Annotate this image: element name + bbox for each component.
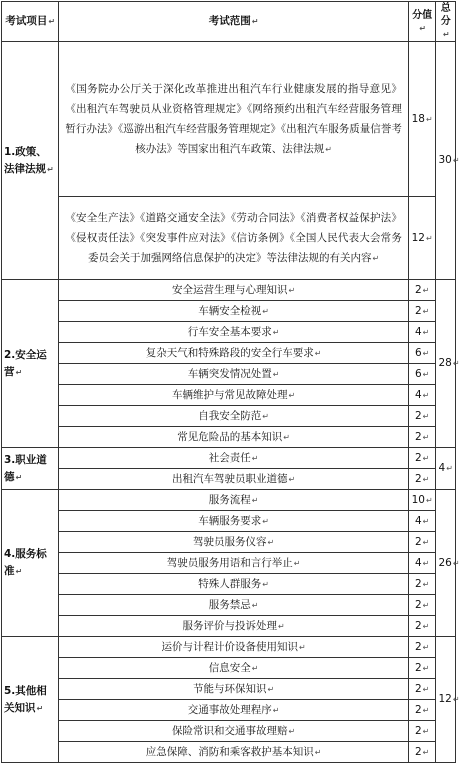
exam-scope-table bbox=[1, 1, 460, 763]
project-name: 2.安全运营 bbox=[4, 348, 47, 378]
scope-text: 服务评价与投诉处理 bbox=[182, 619, 277, 632]
score-cell: 2↵ bbox=[408, 700, 436, 721]
total-cell: 30↵ bbox=[436, 42, 456, 280]
scope-text: 车辆突发情况处置 bbox=[187, 367, 272, 380]
table-row bbox=[2, 637, 456, 658]
scope-cell: 出租汽车驾驶员职业道德↵ bbox=[59, 469, 408, 490]
total-value: 26 bbox=[438, 556, 452, 569]
scope-text: 驾驶员服务仪容 bbox=[193, 535, 267, 548]
table-row bbox=[2, 511, 456, 532]
table-row bbox=[2, 322, 456, 343]
scope-cell: 自我安全防范↵ bbox=[59, 406, 408, 427]
scope-text: 《安全生产法》《道路交通安全法》《劳动合同法》《消费者权益保护法》《侵权责任法》《突发事件应对法》《信访条例》《全国人民代表大会常务委员会关于加强网络信息保护的决定》等法律法规的有关内容 bbox=[65, 211, 402, 264]
header-score: 分值↵ bbox=[408, 2, 436, 42]
scope-cell: 信息安全↵ bbox=[59, 658, 408, 679]
table-row bbox=[2, 448, 456, 469]
scope-cell: 驾驶员服务用语和言行举止↵ bbox=[59, 553, 408, 574]
score-cell: 2↵ bbox=[408, 742, 436, 763]
project-name: 3.职业道德 bbox=[4, 453, 47, 483]
scope-text: 社会责任 bbox=[208, 451, 251, 464]
total-cell: 26↵ bbox=[436, 490, 456, 637]
score-value: 2 bbox=[414, 451, 422, 464]
scope-text: 出租汽车驾驶员职业道德 bbox=[172, 472, 288, 485]
scope-cell: 服务流程↵ bbox=[59, 490, 408, 511]
score-value: 2 bbox=[414, 640, 422, 653]
score-value: 2 bbox=[414, 283, 422, 296]
project-name-cell: 5.其他相关知识↵ bbox=[2, 637, 59, 763]
scope-cell: 复杂天气和特殊路段的安全行车要求↵ bbox=[59, 343, 408, 364]
score-value: 18 bbox=[411, 112, 425, 125]
table-row bbox=[2, 553, 456, 574]
total-value: 12 bbox=[438, 693, 452, 705]
total-cell: 12↵ bbox=[436, 637, 456, 763]
score-value: 6 bbox=[414, 346, 422, 359]
score-value: 2 bbox=[414, 598, 422, 611]
scope-text: 信息安全 bbox=[208, 661, 251, 674]
score-cell: 2↵ bbox=[408, 406, 436, 427]
scope-text: 行车安全基本要求 bbox=[187, 325, 272, 338]
table-row bbox=[2, 490, 456, 511]
table-row bbox=[2, 721, 456, 742]
scope-cell: 交通事故处理程序↵ bbox=[59, 700, 408, 721]
score-value: 2 bbox=[414, 535, 422, 548]
table-row bbox=[2, 532, 456, 553]
project-name-cell: 2.安全运营↵ bbox=[2, 280, 59, 448]
project-name-cell: 4.服务标准↵ bbox=[2, 490, 59, 637]
score-cell: 2↵ bbox=[408, 532, 436, 553]
score-cell: 2↵ bbox=[408, 427, 436, 448]
score-cell: 4↵ bbox=[408, 553, 436, 574]
project-name: 4.服务标准 bbox=[4, 548, 47, 577]
total-value: 30 bbox=[438, 154, 452, 166]
total-cell: 28↵ bbox=[436, 280, 456, 448]
score-cell: 10↵ bbox=[408, 490, 436, 511]
scope-cell: 行车安全基本要求↵ bbox=[59, 322, 408, 343]
table-row bbox=[2, 406, 456, 427]
total-value: 28 bbox=[438, 357, 452, 369]
project-name: 1.政策、法律法规 bbox=[4, 145, 47, 175]
score-value: 4 bbox=[414, 556, 422, 569]
scope-text: 交通事故处理程序 bbox=[187, 703, 272, 716]
scope-text: 服务流程 bbox=[208, 493, 251, 506]
scope-text: 服务禁忌 bbox=[208, 598, 251, 611]
table-row bbox=[2, 280, 456, 301]
table-row bbox=[2, 301, 456, 322]
table-body bbox=[2, 42, 460, 763]
scope-cell: 保险常识和交通事故理赔↵ bbox=[59, 721, 408, 742]
scope-cell: 节能与环保知识↵ bbox=[59, 679, 408, 700]
total-value: 4 bbox=[438, 462, 446, 474]
table-row bbox=[2, 469, 456, 490]
scope-cell: 服务评价与投诉处理↵ bbox=[59, 616, 408, 637]
table-row bbox=[2, 616, 456, 637]
scope-cell: 车辆维护与常见故障处理↵ bbox=[59, 385, 408, 406]
score-value: 6 bbox=[414, 367, 422, 380]
score-value: 2 bbox=[414, 577, 422, 590]
table-row bbox=[2, 700, 456, 721]
table-row bbox=[2, 427, 456, 448]
header-total: 总分↵ bbox=[436, 2, 456, 42]
header-scope: 考试范围↵ bbox=[59, 2, 408, 42]
table-row bbox=[2, 343, 456, 364]
scope-cell: 车辆服务要求↵ bbox=[59, 511, 408, 532]
scope-cell: 《国务院办公厅关于深化改革推进出租汽车行业健康发展的指导意见》《出租汽车驾驶员从业资格管理规定》《网络预约出租汽车经营服务管理暂行办法》《巡游出租汽车经营服务管理规定》《出租汽车服务质量信誉考核办法》等国家出租汽车政策、法律法规↵ bbox=[59, 42, 408, 197]
score-value: 10 bbox=[411, 493, 425, 506]
table-row bbox=[2, 385, 456, 406]
scope-text: 特殊人群服务 bbox=[198, 577, 262, 590]
table-row bbox=[2, 658, 456, 679]
scope-cell: 安全运营生理与心理知识↵ bbox=[59, 280, 408, 301]
scope-text: 车辆安全检视 bbox=[198, 304, 262, 317]
scope-cell: 应急保障、消防和乘客救护基本知识↵ bbox=[59, 742, 408, 763]
score-cell: 2↵ bbox=[408, 721, 436, 742]
scope-text: 驾驶员服务用语和言行举止 bbox=[166, 556, 293, 569]
table-row bbox=[2, 595, 456, 616]
scope-text: 复杂天气和特殊路段的安全行车要求 bbox=[145, 346, 314, 359]
score-cell: 2↵ bbox=[408, 301, 436, 322]
score-cell: 4↵ bbox=[408, 322, 436, 343]
scope-text: 节能与环保知识 bbox=[193, 682, 267, 695]
table-row bbox=[2, 197, 456, 280]
scope-cell: 车辆突发情况处置↵ bbox=[59, 364, 408, 385]
table-row bbox=[2, 679, 456, 700]
score-value: 2 bbox=[414, 409, 422, 422]
score-value: 2 bbox=[414, 682, 422, 695]
table-row bbox=[2, 364, 456, 385]
total-cell: 4↵ bbox=[436, 448, 456, 490]
score-value: 2 bbox=[414, 703, 422, 716]
score-value: 2 bbox=[414, 472, 422, 485]
scope-cell: 社会责任↵ bbox=[59, 448, 408, 469]
project-name-cell: 1.政策、法律法规↵ bbox=[2, 42, 59, 280]
scope-cell: 常见危险品的基本知识↵ bbox=[59, 427, 408, 448]
scope-text: 常见危险品的基本知识 bbox=[177, 430, 283, 443]
scope-cell: 《安全生产法》《道路交通安全法》《劳动合同法》《消费者权益保护法》《侵权责任法》《突发事件应对法》《信访条例》《全国人民代表大会常务委员会关于加强网络信息保护的决定》等法律法规的有关内容↵ bbox=[59, 197, 408, 280]
score-value: 2 bbox=[414, 430, 422, 443]
project-name: 5.其他相关知识 bbox=[4, 684, 47, 714]
table-row bbox=[2, 742, 456, 763]
score-value: 2 bbox=[414, 304, 422, 317]
scope-cell: 驾驶员服务仪容↵ bbox=[59, 532, 408, 553]
scope-text: 《国务院办公厅关于深化改革推进出租汽车行业健康发展的指导意见》《出租汽车驾驶员从业资格管理规定》《网络预约出租汽车经营服务管理暂行办法》《巡游出租汽车经营服务管理规定》《出租汽车服务质量信誉考核办法》等国家出租汽车政策、法律法规 bbox=[65, 82, 402, 155]
score-cell: 2↵ bbox=[408, 637, 436, 658]
scope-text: 运价与计程计价设备使用知识 bbox=[161, 640, 298, 653]
score-cell: 4↵ bbox=[408, 385, 436, 406]
score-cell: 6↵ bbox=[408, 364, 436, 385]
scope-text: 安全运营生理与心理知识 bbox=[172, 283, 288, 296]
scope-cell: 车辆安全检视↵ bbox=[59, 301, 408, 322]
score-value: 4 bbox=[414, 514, 422, 527]
score-cell: 6↵ bbox=[408, 343, 436, 364]
project-name-cell: 3.职业道德↵ bbox=[2, 448, 59, 490]
scope-cell: 运价与计程计价设备使用知识↵ bbox=[59, 637, 408, 658]
score-cell: 2↵ bbox=[408, 574, 436, 595]
score-cell: 4↵ bbox=[408, 511, 436, 532]
score-cell: 2↵ bbox=[408, 616, 436, 637]
scope-text: 保险常识和交通事故理赔 bbox=[172, 724, 288, 737]
score-cell: 18↵ bbox=[408, 42, 436, 197]
score-cell: 2↵ bbox=[408, 595, 436, 616]
score-cell: 2↵ bbox=[408, 448, 436, 469]
score-cell: 2↵ bbox=[408, 280, 436, 301]
scope-cell: 服务禁忌↵ bbox=[59, 595, 408, 616]
scope-text: 应急保障、消防和乘客救护基本知识 bbox=[145, 745, 314, 758]
header-project: 考试项目↵ bbox=[2, 2, 59, 42]
score-cell: 2↵ bbox=[408, 469, 436, 490]
table-row bbox=[2, 42, 456, 197]
score-value: 4 bbox=[414, 388, 422, 401]
score-value: 2 bbox=[414, 724, 422, 737]
scope-text: 车辆服务要求 bbox=[198, 514, 262, 527]
score-value: 2 bbox=[414, 619, 422, 632]
score-value: 4 bbox=[414, 325, 422, 338]
table-row bbox=[2, 574, 456, 595]
scope-cell: 特殊人群服务↵ bbox=[59, 574, 408, 595]
scope-text: 车辆维护与常见故障处理 bbox=[172, 388, 288, 401]
header-row bbox=[2, 2, 456, 42]
score-cell: 2↵ bbox=[408, 658, 436, 679]
score-value: 2 bbox=[414, 661, 422, 674]
score-value: 2 bbox=[414, 745, 422, 758]
score-value: 12 bbox=[411, 231, 425, 244]
scope-text: 自我安全防范 bbox=[198, 409, 262, 422]
score-cell: 2↵ bbox=[408, 679, 436, 700]
score-cell: 12↵ bbox=[408, 197, 436, 280]
